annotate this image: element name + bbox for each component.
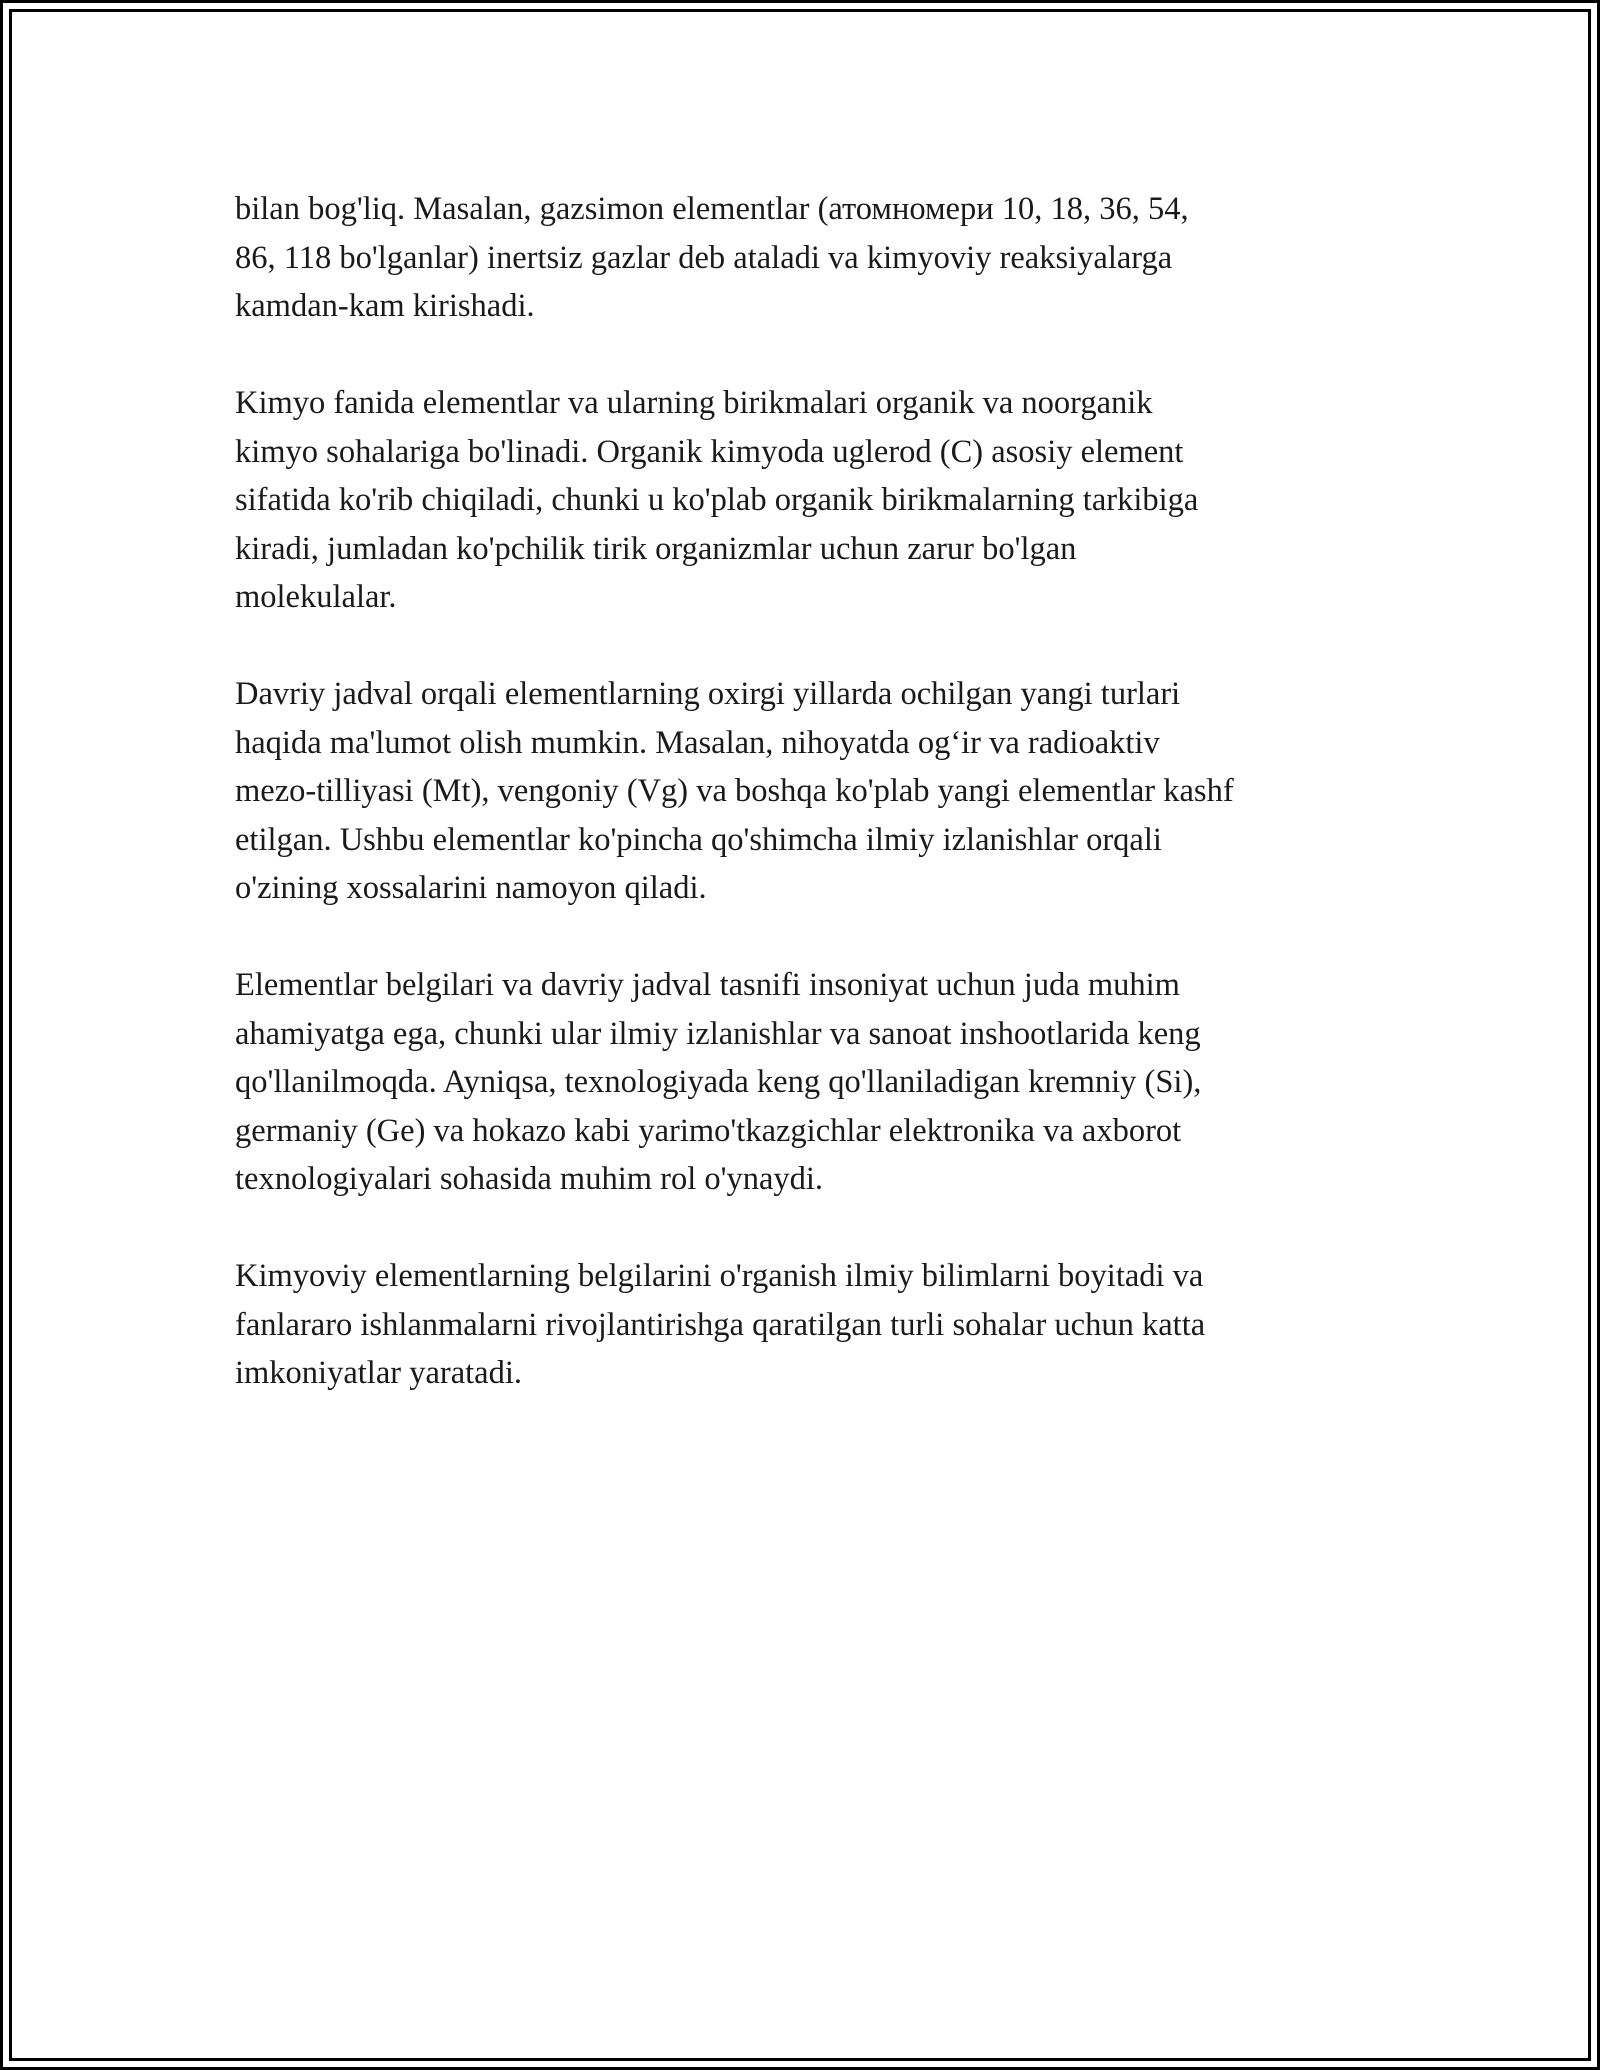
text-line: fanlararo ishlanmalarni rivojlantirishga qaratilgan turli sohalar uchun katta [235, 1306, 1206, 1343]
text-line: sifatida ko'rib chiqiladi, chunki u ko'plab organik birikmalarning tarkibiga [235, 482, 1199, 518]
text-line: o'zining xossalarini namoyon qiladi. [235, 870, 707, 906]
paragraph-3 [235, 670, 1375, 913]
document-body [235, 185, 1375, 1446]
paragraph-2 [235, 379, 1375, 622]
paragraph-4 [235, 961, 1375, 1204]
text-line: molekulalar. [235, 579, 397, 615]
paragraph-5 [235, 1252, 1375, 1398]
text-line: bilan bog'liq. Masalan, gazsimon elementlar (атомномери 10, 18, 36, 54, [235, 191, 1189, 227]
text-line: etilgan. Ushbu elementlar ko'pincha qo'shimcha ilmiy izlanishlar orqali [235, 821, 1162, 858]
text-line: imkoniyatlar yaratadi. [235, 1355, 522, 1391]
text-line: haqida ma'lumot olish mumkin. Masalan, nihoyatda og‘ir va radioaktiv [235, 724, 1160, 761]
text-line: kimyo sohalariga bo'linadi. Organik kimyoda uglerod (C) asosiy element [235, 433, 1184, 470]
text-line: mezo-tilliyasi (Mt), vengoniy (Vg) va boshqa ko'plab yangi elementlar kashf [235, 773, 1234, 809]
text-line: germaniy (Ge) va hokazo kabi yarimo'tkazgichlar elektronika va axborot [235, 1112, 1182, 1149]
text-line: Kimyoviy elementlarning belgilarini o'rganish ilmiy bilimlarni boyitadi va [235, 1258, 1204, 1294]
text-line: ahamiyatga ega, chunki ular ilmiy izlanishlar va sanoat inshootlarida keng [235, 1015, 1201, 1052]
paragraph-1 [235, 185, 1375, 331]
text-line: texnologiyalari sohasida muhim rol o'ynaydi. [235, 1161, 824, 1197]
text-line: Davriy jadval orqali elementlarning oxirgi yillarda ochilgan yangi turlari [235, 676, 1181, 712]
text-line: qo'llanilmoqda. Ayniqsa, texnologiyada keng qo'llaniladigan kremniy (Si), [235, 1064, 1202, 1100]
text-line: Kimyo fanida elementlar va ularning birikmalari organik va noorganik [235, 385, 1153, 421]
text-line: kamdan-kam kirishadi. [235, 288, 535, 324]
text-line: Elementlar belgilari va davriy jadval tasnifi insoniyat uchun juda muhim [235, 967, 1180, 1003]
text-line: kiradi, jumladan ko'pchilik tirik organizmlar uchun zarur bo'lgan [235, 530, 1077, 567]
text-line: 86, 118 bo'lganlar) inertsiz gazlar deb ataladi va kimyoviy reaksiyalarga [235, 239, 1173, 276]
